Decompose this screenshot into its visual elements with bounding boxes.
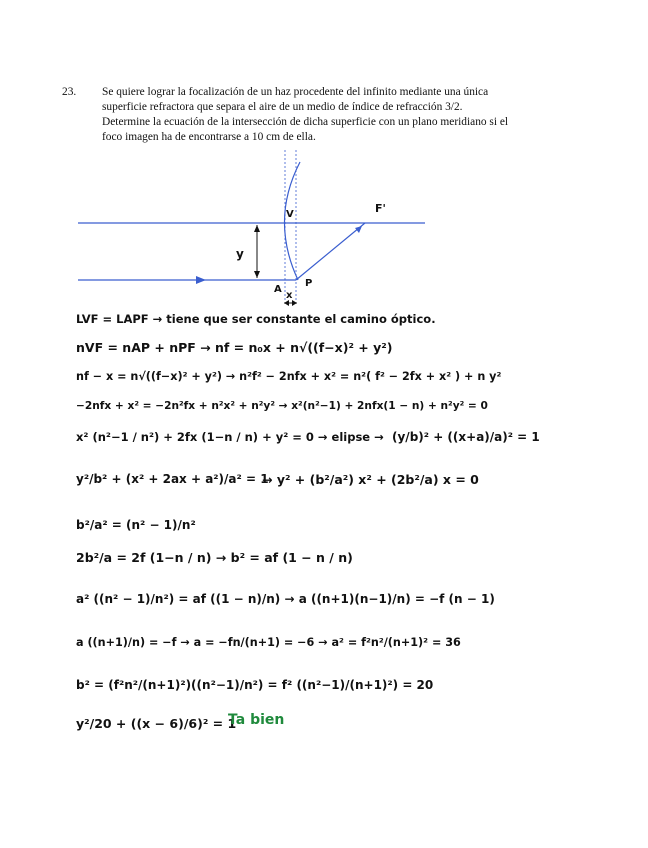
problem-line: Se quiere lograr la focalización de un haz procedente del infinito mediante una única xyxy=(102,86,489,98)
solution-line: b²/a² = (n² − 1)/n² xyxy=(76,518,196,532)
refracted-ray xyxy=(296,223,365,280)
handwritten-note: Ta bien xyxy=(228,712,285,728)
problem-line: superficie refractora que separa el aire de un medio de índice de refracción 3/2. xyxy=(102,101,463,113)
label-p: P xyxy=(305,278,313,289)
solution-line: 2b²/a = 2f (1−n / n) → b² = af (1 − n / n) xyxy=(76,550,353,565)
problem-number: 23. xyxy=(62,86,77,98)
solution-line: b² = (f²n²/(n+1)²)((n²−1)/n²) = f² ((n²−1)/(n+1)²) = 20 xyxy=(76,678,434,692)
solution-line: y²/b² + (x² + 2ax + a²)/a² = 1 xyxy=(76,472,269,486)
solution-line: nf − x = n√((f−x)² + y²) → n²f² − 2nfx + x² = n²( f² − 2fx + x² ) + n y² xyxy=(76,370,502,383)
solution-line: −2nfx + x² = −2n²fx + n²x² + n²y² → x²(n²−1) + 2nfx(1 − n) + n²y² = 0 xyxy=(76,400,488,412)
label-y: y xyxy=(236,247,244,261)
solution-line: → y² + (b²/a²) x² + (2b²/a) x = 0 xyxy=(262,472,479,487)
solution-line: y²/20 + ((x − 6)/6)² = 1 xyxy=(76,716,237,731)
label-a: A xyxy=(274,284,282,295)
solution-line: nVF = nAP + nPF → nf = n₀x + n√((f−x)² + y²) xyxy=(76,340,393,355)
solution-line: (y/b)² + ((x+a)/a)² = 1 xyxy=(392,430,540,444)
refracting-surface xyxy=(284,162,300,280)
refraction-diagram xyxy=(0,0,648,310)
solution-line: LVF = LAPF → tiene que ser constante el camino óptico. xyxy=(76,312,436,326)
problem-line: Determine la ecuación de la intersección de dicha superficie con un plano meridiano si el xyxy=(102,116,509,128)
label-v: V xyxy=(286,209,294,220)
solution-line: a² ((n² − 1)/n²) = af ((1 − n)/n) → a ((n+1)(n−1)/n) = −f (n − 1) xyxy=(76,592,495,606)
problem-line: foco imagen ha de encontrarse a 10 cm de ella. xyxy=(102,131,316,143)
label-x: x xyxy=(286,290,293,301)
solution-line: x² (n²−1 / n²) + 2fx (1−n / n) + y² = 0 → elipse → xyxy=(76,430,384,444)
solution-line: a ((n+1)/n) = −f → a = −fn/(n+1) = −6 → a² = f²n²/(n+1)² = 36 xyxy=(76,636,461,649)
label-f: F' xyxy=(375,202,386,215)
